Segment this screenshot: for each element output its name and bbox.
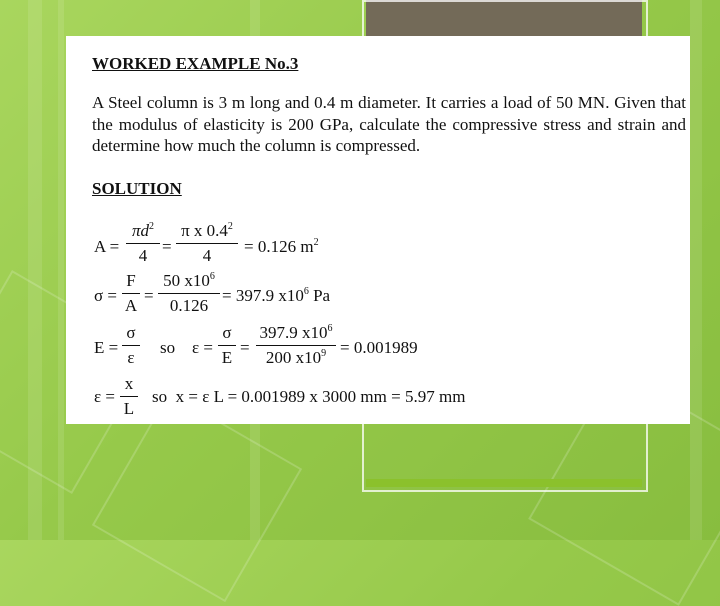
numerator: πd — [131, 221, 150, 240]
solution-heading: SOLUTION — [92, 179, 182, 198]
numerator: σ — [222, 323, 232, 342]
numerator: 397.9 x10 — [259, 323, 328, 342]
equation-lhs: E = — [94, 338, 119, 357]
fraction — [120, 374, 138, 419]
fraction — [256, 323, 336, 368]
fraction-bar — [120, 396, 138, 397]
fraction-bar — [122, 293, 140, 294]
fraction-bar — [158, 293, 220, 294]
denominator: ε — [127, 348, 135, 367]
denominator: E — [221, 348, 233, 367]
equation-lhs: ε = — [94, 387, 115, 406]
exponent: 2 — [227, 221, 233, 232]
fraction — [218, 323, 236, 368]
exponent: 6 — [209, 271, 215, 282]
numerator: σ — [126, 323, 136, 342]
equals-sign: = — [162, 237, 172, 256]
fraction — [122, 323, 140, 368]
equation-lhs: ε = — [192, 338, 213, 357]
denominator: L — [123, 399, 135, 418]
numerator: F — [126, 271, 136, 290]
slide-accent-bar — [366, 479, 642, 487]
equals-sign: = — [144, 286, 154, 305]
fraction-bar — [176, 243, 238, 244]
connector-word: so — [160, 338, 176, 357]
worked-example-document — [66, 36, 690, 424]
equals-sign: = — [240, 338, 250, 357]
exponent: 9 — [321, 348, 327, 359]
equation-result: = 0.126 $m^2$ — [244, 237, 319, 256]
fraction-bar — [126, 243, 160, 244]
denominator: 0.126 — [169, 296, 209, 315]
fraction — [122, 271, 140, 316]
equation-result: = 397.9 $x10^6$ Pa — [222, 286, 331, 305]
problem-statement: A Steel column is 3 m long and 0.4 m diameter. It carries a load of 50 MN. Given that the modulus of elasticity is 200 GPa, calculate the compressive stress and strain and determine how much the column is compressed. — [92, 93, 686, 155]
fraction-bar — [256, 345, 336, 346]
example-title: WORKED EXAMPLE No.3 — [92, 54, 299, 73]
equation-lhs: A = — [94, 237, 120, 256]
equation-result: so x = ε L = 0.001989 x 3000 mm = 5.97 mm — [152, 387, 466, 406]
equation-lhs: σ = — [94, 286, 118, 305]
denominator: A — [124, 296, 138, 315]
numerator: 50 x10 — [163, 271, 210, 290]
numerator: π x 0.4 — [181, 221, 228, 240]
denominator: 200 x10 — [265, 348, 322, 367]
fraction-bar — [218, 345, 236, 346]
exponent: 6 — [327, 323, 333, 334]
exponent: 2 — [149, 221, 155, 232]
fraction — [126, 221, 160, 266]
fraction — [176, 221, 238, 266]
equation-result: = 0.001989 — [340, 338, 418, 357]
fraction — [158, 271, 220, 316]
numerator: x — [124, 374, 134, 393]
denominator: 4 — [138, 246, 148, 265]
fraction-bar — [122, 345, 140, 346]
denominator: 4 — [202, 246, 212, 265]
